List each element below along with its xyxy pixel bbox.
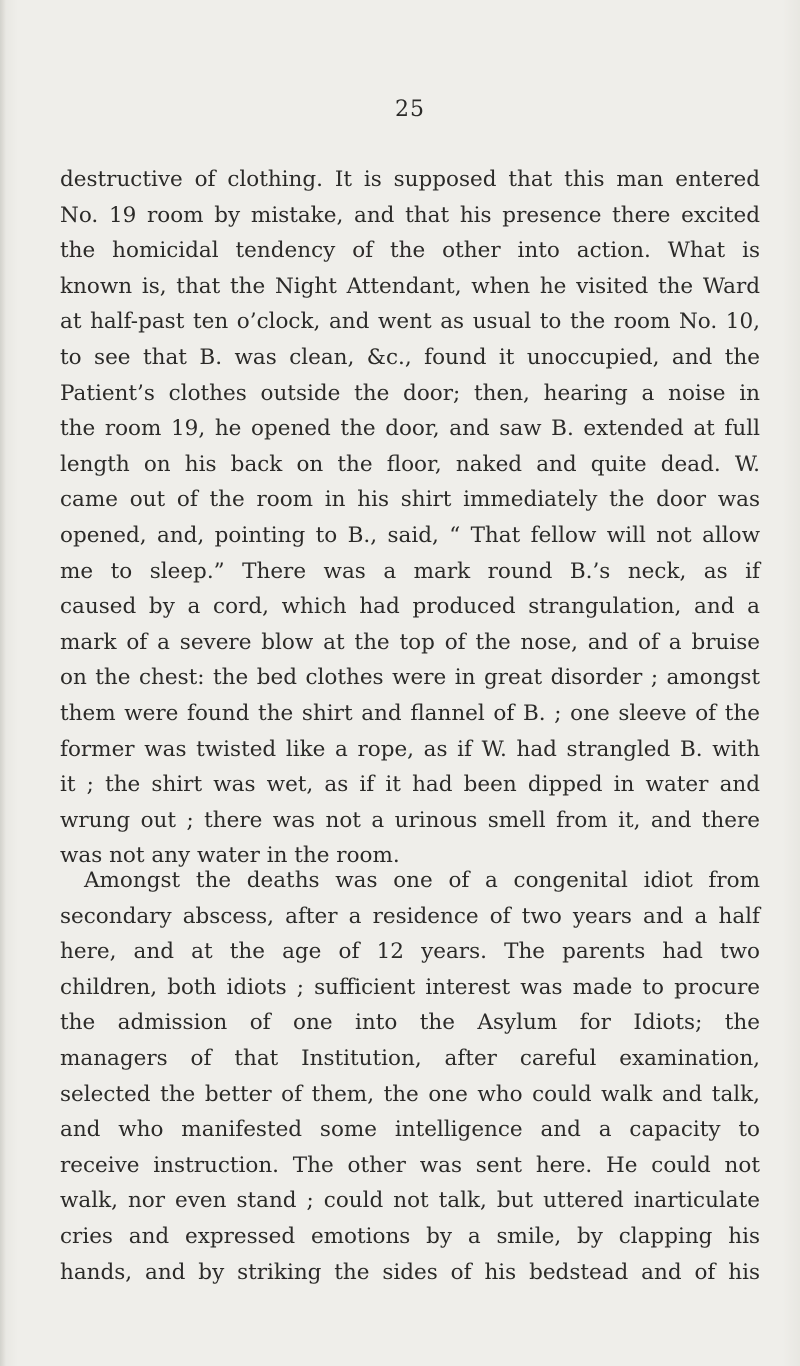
text-line: cries and expressed emotions by a smile, by clapping his xyxy=(60,1223,760,1249)
text-line: caused by a cord, which had produced strangulation, and a xyxy=(60,594,760,620)
text-line: destructive of clothing. It is supposed that this man entered xyxy=(60,167,760,192)
text-line: length on his back on the floor, naked and quite dead. W. xyxy=(60,451,760,477)
text-line: hands, and by striking the sides of his bedstead and of his xyxy=(60,1259,760,1285)
text-line: me to sleep.” There was a mark round B.’s neck, as if xyxy=(60,558,760,584)
text-line: the room 19, he opened the door, and saw B. extended at full xyxy=(60,416,760,442)
page-number: 25 xyxy=(395,97,425,122)
text-line: the admission of one into the Asylum for Idiots; the xyxy=(60,1010,760,1036)
text-line: receive instruction. The other was sent here. He could not xyxy=(60,1152,760,1178)
text-line: walk, nor even stand ; could not talk, but uttered inarticulate xyxy=(60,1188,760,1214)
text-line: it ; the shirt was wet, as if it had been dipped in water and xyxy=(60,772,760,798)
text-line: opened, and, pointing to B., said, “ That fellow will not allow xyxy=(60,522,760,548)
text-line: came out of the room in his shirt immediately the door was xyxy=(60,487,760,513)
text-line: and who manifested some intelligence and a capacity to xyxy=(60,1117,760,1143)
text-line: to see that B. was clean, &c., found it unoccupied, and the xyxy=(60,344,760,370)
text-line: mark of a severe blow at the top of the nose, and of a bruise xyxy=(60,629,760,655)
text-line: known is, that the Night Attendant, when he visited the Ward xyxy=(60,273,760,299)
text-line: on the chest: the bed clothes were in great disorder ; amongst xyxy=(60,665,760,691)
text-line: them were found the shirt and flannel of B. ; one sleeve of the xyxy=(60,700,760,726)
text-line: selected the better of them, the one who could walk and talk, xyxy=(60,1081,760,1107)
paragraph-1 xyxy=(60,162,760,874)
text-line: No. 19 room by mistake, and that his presence there excited xyxy=(60,202,760,228)
text-line: children, both idiots ; sufficient interest was made to procure xyxy=(60,974,760,1000)
text-line: Patient’s clothes outside the door; then, hearing a noise in xyxy=(60,380,760,406)
text-line: managers of that Institution, after careful examination, xyxy=(60,1045,760,1071)
text-line: Amongst the deaths was one of a congenital idiot from xyxy=(84,868,760,893)
text-line: here, and at the age of 12 years. The parents had two xyxy=(60,939,760,965)
text-line: at half-past ten o’clock, and went as usual to the room No. 10, xyxy=(60,309,760,335)
text-line: was not any water in the room. xyxy=(60,843,400,869)
text-line: wrung out ; there was not a urinous smell from it, and there xyxy=(60,807,760,833)
text-line: secondary abscess, after a residence of two years and a half xyxy=(60,903,760,929)
paragraph-2 xyxy=(60,863,760,1290)
text-line: the homicidal tendency of the other into action. What is xyxy=(60,238,760,264)
page-edge-shadow xyxy=(0,0,6,1366)
text-line: former was twisted like a rope, as if W. had strangled B. with xyxy=(60,736,760,762)
